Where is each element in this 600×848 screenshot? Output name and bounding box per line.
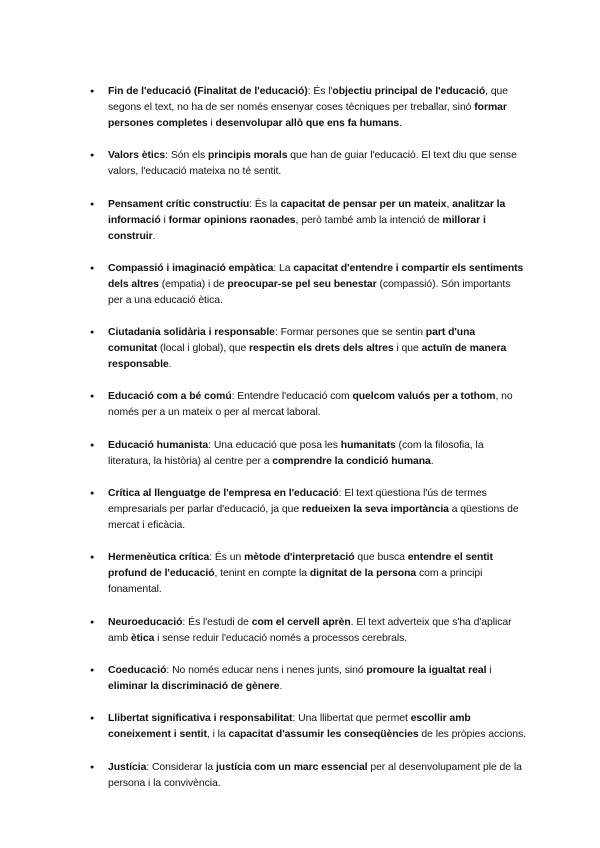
bold-text: Llibertat significativa i responsabilitat [108,713,293,725]
list-item [108,148,526,180]
bold-text: eliminar la discriminació de gènere [108,680,280,692]
text: (compassió). Són importants per a una educació ètica. [108,278,511,306]
text: (local i global), que [157,343,250,355]
text: . [399,118,402,129]
bold-text: Pensament crític constructiu [108,198,250,210]
bold-text: preocupar-se pel seu benestar [227,278,377,290]
text: , però també amb la intenció de [295,214,443,226]
bold-text: Valors ètics [108,150,166,162]
text: que han de guiar l'educació. El text diu que sense valors, l'educació mateixa no té sentit. [108,150,517,178]
text: : És l'estudi de [182,616,252,628]
text: (empatia) i de [158,278,228,290]
bold-text: justícia com un marc essencial [215,761,368,773]
bold-text: capacitat de pensar per un mateix [280,198,447,210]
list-item [108,663,526,695]
bold-text: redueixen la seva importància [301,504,449,516]
text: i [207,118,216,129]
text: que busca [354,552,408,564]
list-item [108,711,526,743]
bold-text: Crítica al llenguatge de l'empresa en l'educació [108,488,339,500]
list-item [108,325,526,373]
bold-text: Ciutadania solidària i responsable [108,327,275,339]
text: : El text qüestiona l'ús de termes empresarials per parlar d'educació, ja que [108,488,487,516]
text: . [279,680,283,692]
text: : És la [249,198,281,210]
text: : La [273,262,294,274]
list-item [108,550,526,598]
text: , tenint en compte la [214,568,310,580]
list-item [108,389,526,421]
bold-text: promoure la igualtat real [366,664,487,676]
text: : Una educació que posa les [208,439,341,451]
bold-text: quelcom valuós per a tothom [352,391,496,403]
list-item [108,615,526,647]
bold-text: com el cervell aprèn [251,616,351,628]
bold-text: principis morals [208,150,288,162]
text: , no només per a un mateix o per al mercat laboral. [108,391,513,419]
text: de les pròpies accions. [418,729,526,741]
text: : Considerar la [146,761,216,773]
bold-text: Educació com a bé comú [108,391,232,403]
bold-text: Compassió i imaginació empàtica [108,262,274,274]
bold-text: Educació humanista [108,439,209,451]
text: : Entendre l'educació com [231,391,353,403]
list-item [108,84,526,132]
text: . [168,359,172,371]
bold-text: part d'una comunitat [108,327,476,355]
text: : És l' [307,86,333,97]
text: : No només educar nens i nenes junts, sinó [166,664,367,676]
text: : Una llibertat que permet [292,713,411,725]
bold-text: formar opinions raonades [168,214,296,226]
text: . El text adverteix que s'ha d'aplicar amb [108,616,512,644]
bold-text: objectiu principal de l'educació [332,86,486,97]
text: : Són els [165,150,208,162]
text: , que segons el text, no ha de ser només ensenyar coses tècniques per treballar, sinó [108,86,509,113]
bold-text: escollir amb coneixement i sentit [108,713,471,741]
bold-text: ètica [130,632,155,644]
bold-text: Neuroeducació [108,616,183,628]
bold-text: desenvolupar allò que ens fa humans [215,118,400,129]
text: per al desenvolupament ple de la persona i la convivència. [108,761,522,789]
list-item [108,438,526,470]
text: . [430,455,434,467]
text: i [486,664,492,676]
text: : És un [209,552,245,564]
bold-text: dignitat de la persona [309,568,417,580]
bold-text: actuïn de manera responsable [108,343,507,371]
bold-text: comprendre la condició humana [272,455,431,467]
bold-text: capacitat d'entendre i compartir els sentiments dels altres [108,262,524,290]
text: : Formar persones que se sentin [274,327,426,339]
text: i sense reduir l'educació només a processos cerebrals. [154,632,408,644]
bold-text: formar persones completes [108,102,507,129]
text: a qüestions de mercat i eficàcia. [108,504,519,532]
list-item [108,760,526,792]
bold-text: Hermenèutica crítica [108,552,210,564]
bold-text: Fin de l'educació (Finalitat de l'educació) [108,86,308,97]
bold-text: millorar i construir [108,214,486,242]
bold-text: humanitats [340,439,396,451]
bold-text: entendre el sentit profund de l'educació [108,552,493,580]
text: com a principi fonamental. [108,568,483,596]
text: . [152,230,156,242]
glossary-list [108,84,526,808]
text: (com la filosofia, la literatura, la història) al centre per a [108,439,484,467]
list-item [108,486,526,534]
list-item [108,197,526,245]
text: i [160,214,169,226]
bold-text: mètode d'interpretació [244,552,355,564]
list-item [108,261,526,309]
bold-text: capacitat d'assumir les conseqüències [228,729,419,741]
text: i que [393,343,422,355]
bold-text: analitzar la informació [108,198,506,226]
text: , i la [206,729,229,741]
bold-text: Coeducació [108,664,167,676]
bold-text: respectin els drets dels altres [249,343,394,355]
bold-text: Justícia [108,761,147,773]
text: , [446,198,453,210]
